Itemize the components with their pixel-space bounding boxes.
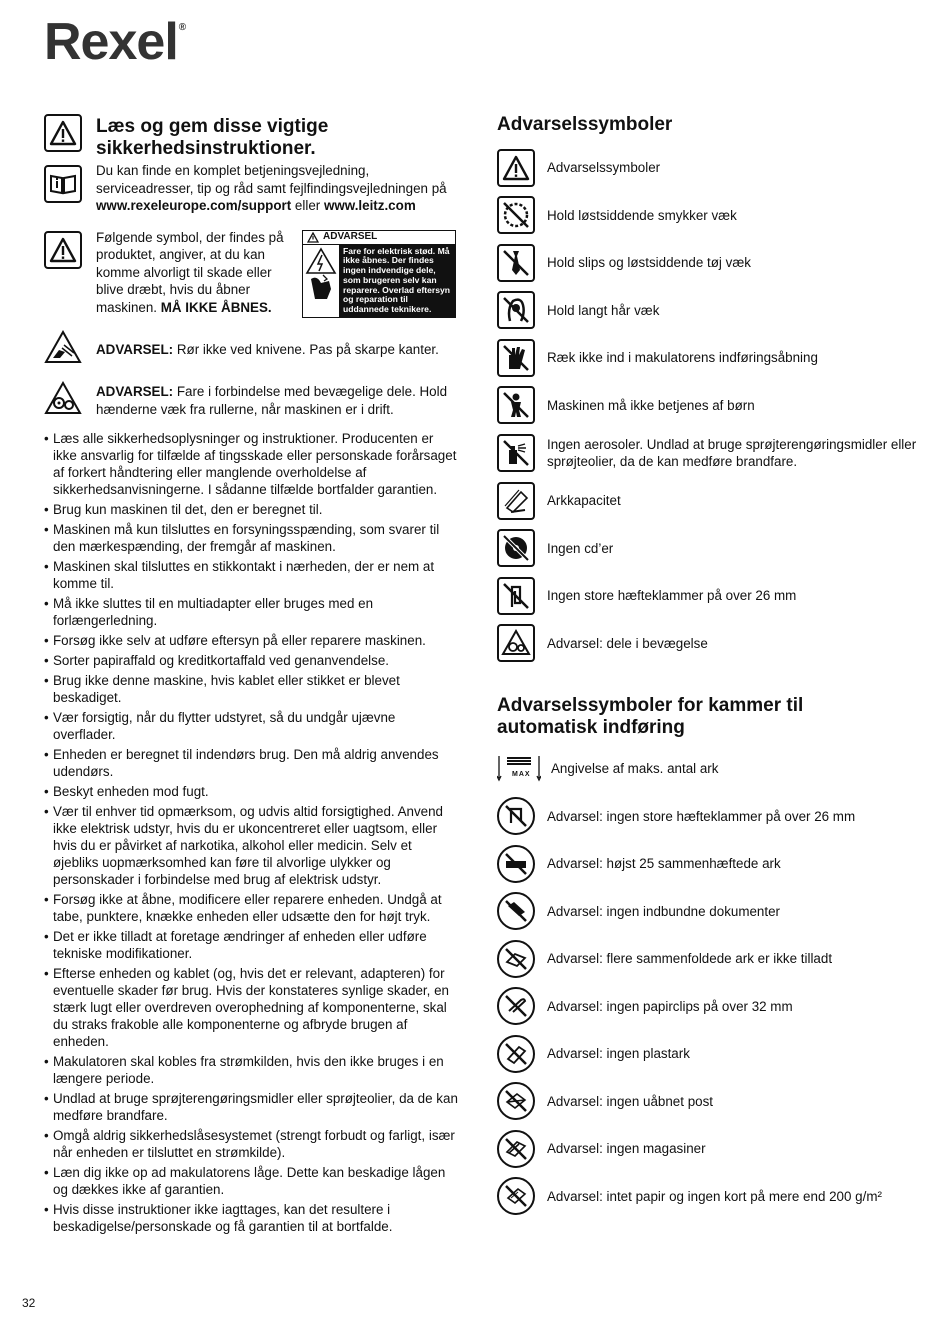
- symbol-item: Advarsel: ingen indbundne dokumenter: [497, 888, 917, 936]
- list-item: • Makulatoren skal kobles fra strømkilden, hvis den ikke bruges i en længere periode.: [44, 1053, 459, 1087]
- symbol-item: MAX Angivelse af maks. antal ark: [497, 745, 917, 793]
- symbol-item: Advarsel: flere sammenfoldede ark er ikke tilladt: [497, 935, 917, 983]
- no-plastic-sheets-icon: [497, 1035, 535, 1073]
- blades-warning: ADVARSEL: Rør ikke ved knivene. Pas på skarpe kanter.: [96, 341, 439, 357]
- max-sheets-icon: MAX: [497, 754, 539, 784]
- symbol-item: Maskinen må ikke betjenes af børn: [497, 382, 917, 430]
- symbol-item: Advarsel: intet papir og ingen kort på mere end 200 g/m²: [497, 1173, 917, 1221]
- symbol-item: Ingen aerosoler. Undlad at bruge sprøjterengøringsmidler eller sprøjteolier, da de kan medføre brandfare.: [497, 429, 917, 477]
- symbol-item: Advarselssymboler: [497, 144, 917, 192]
- no-large-staples-icon: [497, 577, 535, 615]
- no-bound-documents-icon: [497, 892, 535, 930]
- no-paperclips-icon: [497, 987, 535, 1025]
- list-item: • Brug kun maskinen til det, den er beregnet til.: [44, 501, 459, 518]
- moving-parts-icon: [497, 624, 535, 662]
- symbol-item: Advarsel: ingen magasiner: [497, 1125, 917, 1173]
- safety-bullet-list: [44, 430, 459, 1235]
- list-item: • Forsøg ikke selv at udføre eftersyn på eller reparere maskinen.: [44, 632, 459, 649]
- list-item: • Omgå aldrig sikkerhedslåsesystemet (strengt forbudt og farligt, især når enheden er tilsluttet en strømkilde).: [44, 1127, 459, 1161]
- list-item: • Vær forsigtig, når du flytter udstyret, så du undgår ujævne overflader.: [44, 709, 459, 743]
- no-aerosol-icon: [497, 434, 535, 472]
- no-cd-icon: [497, 529, 535, 567]
- rexel-logo: Rexel®: [44, 13, 186, 71]
- list-item: • Hvis disse instruktioner ikke iagttages, kan det resultere i beskadigelse/personskade og få garantien til at bortfalde.: [44, 1201, 459, 1235]
- safety-heading: Læs og gem disse vigtige sikkerhedsinstruktioner.: [96, 116, 329, 159]
- symbol-item: Advarsel: ingen plastark: [497, 1030, 917, 1078]
- list-item: • Det er ikke tilladt at foretage ændringer af enheden eller udføre tekniske modifikationer.: [44, 928, 459, 962]
- symbol-item: Advarsel: højst 25 sammenhæftede ark: [497, 840, 917, 888]
- list-item: • Brug ikke denne maskine, hvis kablet eller stikket er blevet beskadiget.: [44, 672, 459, 706]
- no-children-icon: [497, 386, 535, 424]
- max-stapled-sheets-icon: [497, 845, 535, 883]
- leitz-link[interactable]: www.leitz.com: [323, 198, 416, 213]
- label-warning-icon: [307, 232, 319, 243]
- list-item: • Forsøg ikke at åbne, modificere eller reparere enheden. Undgå at tabe, punktere, knække enheden eller udsætte den for højt tryk.: [44, 891, 459, 925]
- no-tie-icon: [497, 244, 535, 282]
- auto-feed-symbols-list: [497, 745, 917, 1220]
- no-magazines-icon: [497, 1130, 535, 1168]
- no-large-staples-circle-icon: [497, 797, 535, 835]
- warning-triangle-icon: [44, 114, 82, 152]
- no-jewellery-icon: [497, 196, 535, 234]
- shock-hazard-icon: [303, 245, 340, 318]
- page-number: 32: [22, 1296, 36, 1310]
- list-item: • Læs alle sikkerhedsoplysninger og instruktioner. Producenten er ikke ansvarlig for tilfælde af tingsskade eller personskade forårsaget af forkert håndtering eller manglende overholdelse af sikkerhedsanvisningerne. I sådanne tilfælde bortfalder garantien.: [44, 430, 459, 498]
- warning-triangle-icon: [497, 149, 535, 187]
- no-hand-icon: [497, 339, 535, 377]
- symbol-item: Arkkapacitet: [497, 477, 917, 525]
- sheet-capacity-icon: [497, 482, 535, 520]
- symbol-item: Advarsel: dele i bevægelse: [497, 620, 917, 668]
- manual-intro: Du kan finde en komplet betjeningsvejledning, serviceadresser, tip og råd samt fejlfindingsvejledningen på www.rexeleurope.com/support eller www.leitz.com: [96, 163, 447, 213]
- list-item: • Må ikke sluttes til en multiadapter eller bruges med en forlængerledning.: [44, 595, 459, 629]
- symbol-item: Ingen store hæfteklammer på over 26 mm: [497, 572, 917, 620]
- electric-shock-label: ADVARSEL Fare for elektrisk stød. Må ikke åbnes. Der findes ingen indvendige dele, som brugeren selv kan reparere. Overlad eftersyn og reparation til uddannede teknikere.: [302, 230, 456, 319]
- symbol-item: Ingen cd’er: [497, 525, 917, 573]
- safety-instructions-column: [44, 112, 459, 1238]
- symbol-item: Advarsel: ingen uåbnet post: [497, 1078, 917, 1126]
- symbols-list: [497, 144, 917, 667]
- no-card-icon: [497, 1177, 535, 1215]
- no-unopened-mail-icon: [497, 1082, 535, 1120]
- moving-parts-warning-icon: [44, 381, 84, 420]
- list-item: • Vær til enhver tid opmærksom, og udvis altid forsigtighed. Anvend ikke elektrisk udstyr, hvis du er ukoncentreret eller uagtsom, eller hvis du er påvirket af narkotika, alkohol eller medicin. Selv et øjebliks uopmærksomhed kan føre til alvorlige ulykker og personskader i forbindelse med brug af elektrisk udstyr.: [44, 803, 459, 888]
- sharp-blades-icon: [44, 330, 84, 369]
- list-item: • Beskyt enheden mod fugt.: [44, 783, 459, 800]
- warning-triangle-icon: [44, 231, 82, 269]
- list-item: • Undlad at bruge sprøjterengøringsmidler eller sprøjteolier, da de kan medføre brandfare.: [44, 1090, 459, 1124]
- list-item: • Sorter papiraffald og kreditkortaffald ved genanvendelse.: [44, 652, 459, 669]
- list-item: • Maskinen må kun tilsluttes en forsyningsspænding, som svarer til den mærkespænding, der fremgår af maskinen.: [44, 521, 459, 555]
- auto-feed-heading: Advarselssymboler for kammer til automatisk indføring: [497, 695, 804, 738]
- warning-symbols-column: [497, 112, 917, 1220]
- no-long-hair-icon: [497, 291, 535, 329]
- symbol-item: Advarsel: ingen papirclips på over 32 mm: [497, 983, 917, 1031]
- do-not-open-text: Følgende symbol, der findes på produktet, angiver, at du kan komme alvorligt til skade eller blive dræbt, hvis du åbner maskinen. MÅ IKKE ÅBNES.: [96, 229, 284, 315]
- list-item: • Læn dig ikke op ad makulatorens låge. Dette kan beskadige lågen og dækkes ikke af garantien.: [44, 1164, 459, 1198]
- manual-book-icon: [44, 165, 82, 203]
- symbol-item: Hold løstsiddende smykker væk: [497, 192, 917, 240]
- symbol-item: Ræk ikke ind i makulatorens indføringsåbning: [497, 334, 917, 382]
- symbol-item: Hold langt hår væk: [497, 287, 917, 335]
- support-link[interactable]: www.rexeleurope.com/support: [96, 198, 292, 213]
- no-folded-sheets-icon: [497, 940, 535, 978]
- rollers-warning: ADVARSEL: Fare i forbindelse med bevægelige dele. Hold hænderne væk fra rullerne, når maskinen er i drift.: [96, 384, 448, 417]
- symbol-item: Hold slips og løstsiddende tøj væk: [497, 239, 917, 287]
- list-item: • Efterse enheden og kablet (og, hvis det er relevant, adapteren) for eventuelle skader før brug. Hvis der konstateres synlige skader, en stærk lugt eller overdreven overophedning af komponenterne, skal du straks frakoble alle komponenterne og afbryde brugen af enheden.: [44, 965, 459, 1050]
- symbol-item: Advarsel: ingen store hæfteklammer på over 26 mm: [497, 793, 917, 841]
- list-item: • Maskinen skal tilsluttes en stikkontakt i nærheden, der er nem at komme til.: [44, 558, 459, 592]
- symbols-heading: Advarselssymboler: [497, 114, 673, 135]
- list-item: • Enheden er beregnet til indendørs brug. Den må aldrig anvendes udendørs.: [44, 746, 459, 780]
